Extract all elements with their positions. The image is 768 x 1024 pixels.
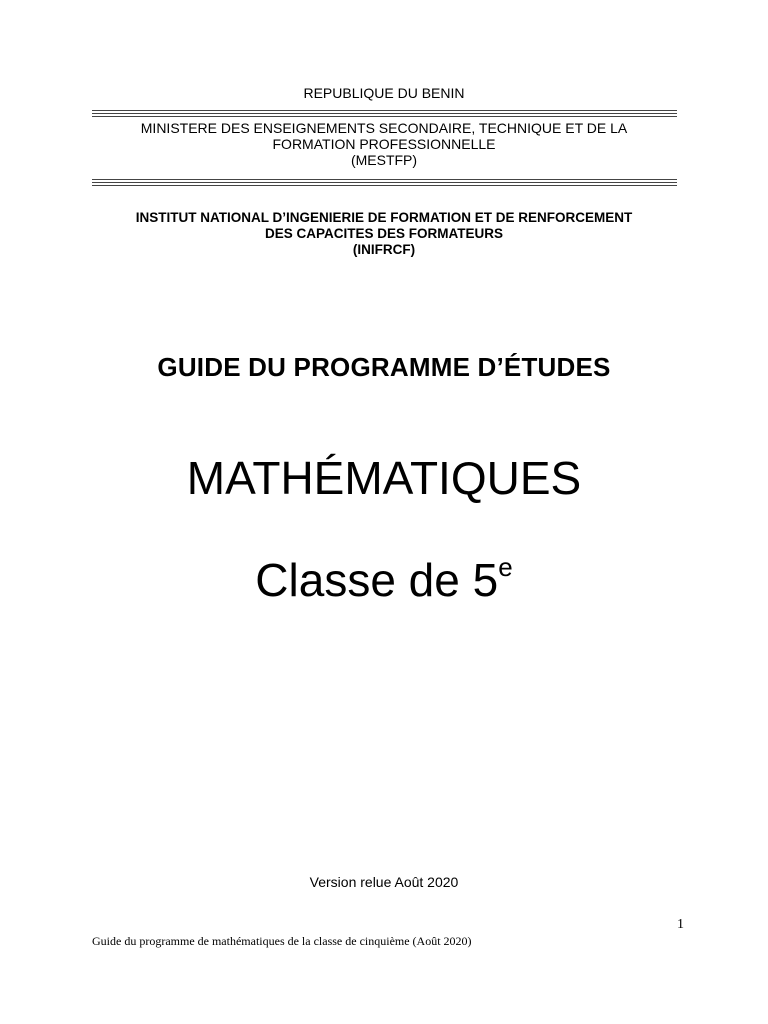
institute-block [0,210,768,258]
page-number: 1 [677,917,684,932]
rule-line [92,113,677,114]
guide-title: GUIDE DU PROGRAMME D’ÉTUDES [157,352,611,382]
ministry-line: FORMATION PROFESSIONNELLE [272,136,496,152]
rule-line [92,185,677,186]
class-superscript: e [498,552,513,582]
subject-title: MATHÉMATIQUES [186,452,582,504]
page-footer: Guide du programme de mathématiques de la classe de cinquième (Août 2020) [92,934,472,948]
ministry-acronym: (MESTFP) [350,152,418,168]
bottom-double-rule [92,179,677,188]
institute-line: DES CAPACITES DES FORMATEURS [264,226,504,241]
rule-line [92,182,677,183]
country-heading: REPUBLIQUE DU BENIN [303,85,465,101]
rule-line [92,116,677,117]
ministry-line: MINISTERE DES ENSEIGNEMENTS SECONDAIRE, TECHNIQUE ET DE LA [140,120,628,136]
ministry-block [0,120,768,168]
top-double-rule [92,110,677,119]
rule-line [92,179,677,180]
class-text: Classe de 5 [255,554,499,606]
institute-line: INSTITUT NATIONAL D’INGENIERIE DE FORMATION ET DE RENFORCEMENT [135,210,633,225]
version-note: Version relue Août 2020 [309,874,459,890]
class-title [0,552,768,608]
rule-line [92,110,677,111]
institute-acronym: (INIFRCF) [352,242,416,257]
